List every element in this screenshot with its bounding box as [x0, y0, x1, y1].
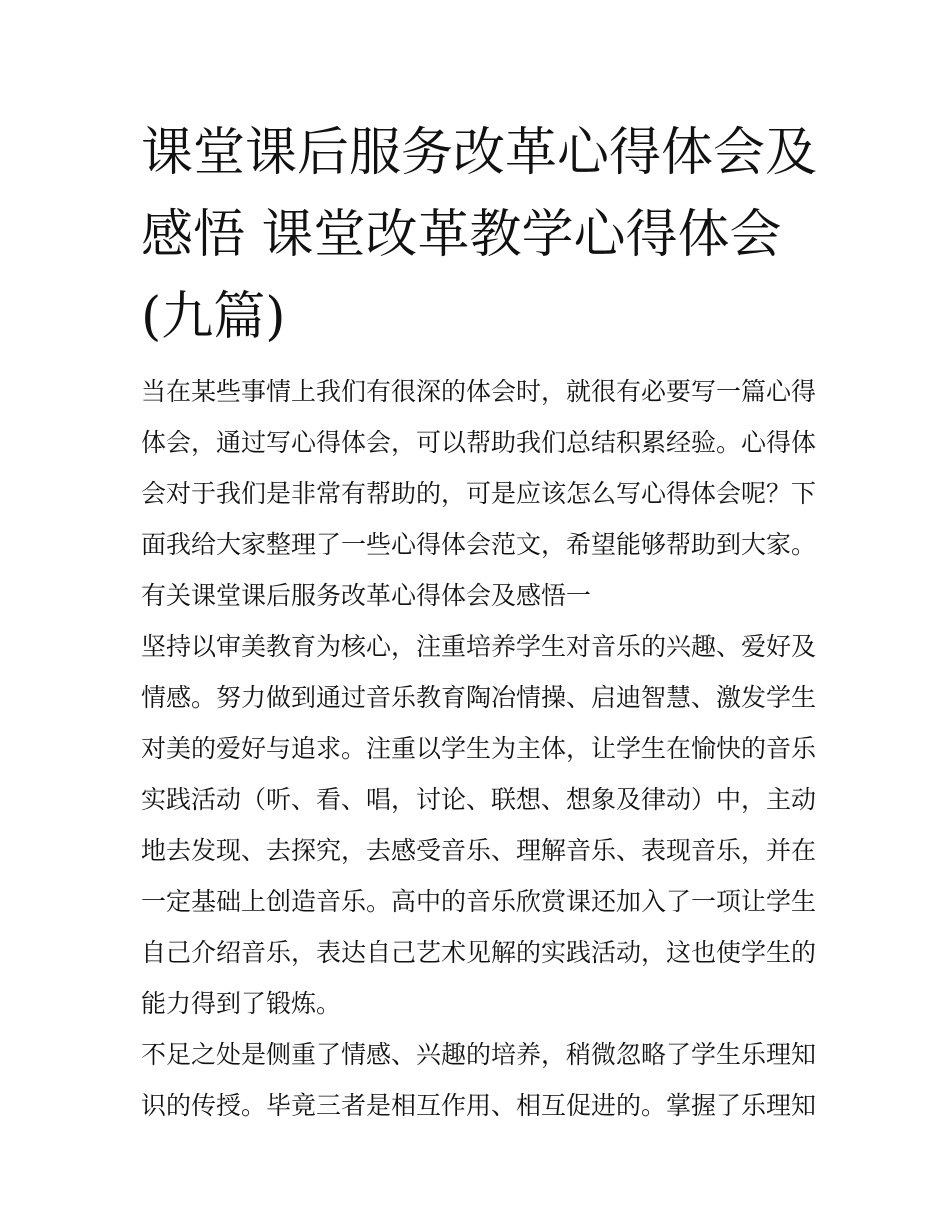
title-line: 感悟 课堂改革教学心得体会	[141, 205, 782, 265]
title-line: (九篇)	[141, 287, 286, 347]
intro-paragraph	[141, 366, 817, 570]
title-line: 课堂课后服务改革心得体会及	[141, 123, 818, 183]
text-line: 情感。努力做到通过音乐教育陶冶情操、启迪智慧、激发学生	[141, 683, 817, 712]
text-line: 地去发现、去探究，去感受音乐、理解音乐、表现音乐，并在	[141, 836, 817, 865]
text-line: 自己介绍音乐，表达自己艺术见解的实践活动，这也使学生的	[141, 938, 817, 967]
text-line: 一定基础上创造音乐。高中的音乐欣赏课还加入了一项让学生	[141, 887, 817, 916]
text-line: 面我给大家整理了一些心得体会范文，希望能够帮助到大家。	[141, 530, 817, 559]
text-line: 体会，通过写心得体会，可以帮助我们总结积累经验。心得体	[141, 428, 817, 457]
text-line: 对美的爱好与追求。注重以学生为主体，让学生在愉快的音乐	[141, 734, 817, 763]
text-line: 坚持以审美教育为核心，注重培养学生对音乐的兴趣、爱好及	[141, 632, 817, 661]
document-title	[141, 112, 818, 358]
text-line: 识的传授。毕竟三者是相互作用、相互促进的。掌握了乐理知	[141, 1091, 817, 1120]
text-line: 实践活动（听、看、唱，讨论、联想、想象及律动）中，主动	[141, 785, 817, 814]
body-paragraph-2	[141, 1029, 817, 1131]
text-line: 当在某些事情上我们有很深的体会时，就很有必要写一篇心得	[141, 377, 817, 406]
text-line: 不足之处是侧重了情感、兴趣的培养，稍微忽略了学生乐理知	[141, 1040, 817, 1069]
body-paragraph-1	[141, 621, 817, 1029]
text-line: 能力得到了锻炼。	[141, 989, 342, 1018]
section-heading: 有关课堂课后服务改革心得体会及感悟一	[141, 581, 592, 610]
document-page	[141, 112, 818, 1131]
text-line: 会对于我们是非常有帮助的，可是应该怎么写心得体会呢？下	[141, 479, 817, 508]
